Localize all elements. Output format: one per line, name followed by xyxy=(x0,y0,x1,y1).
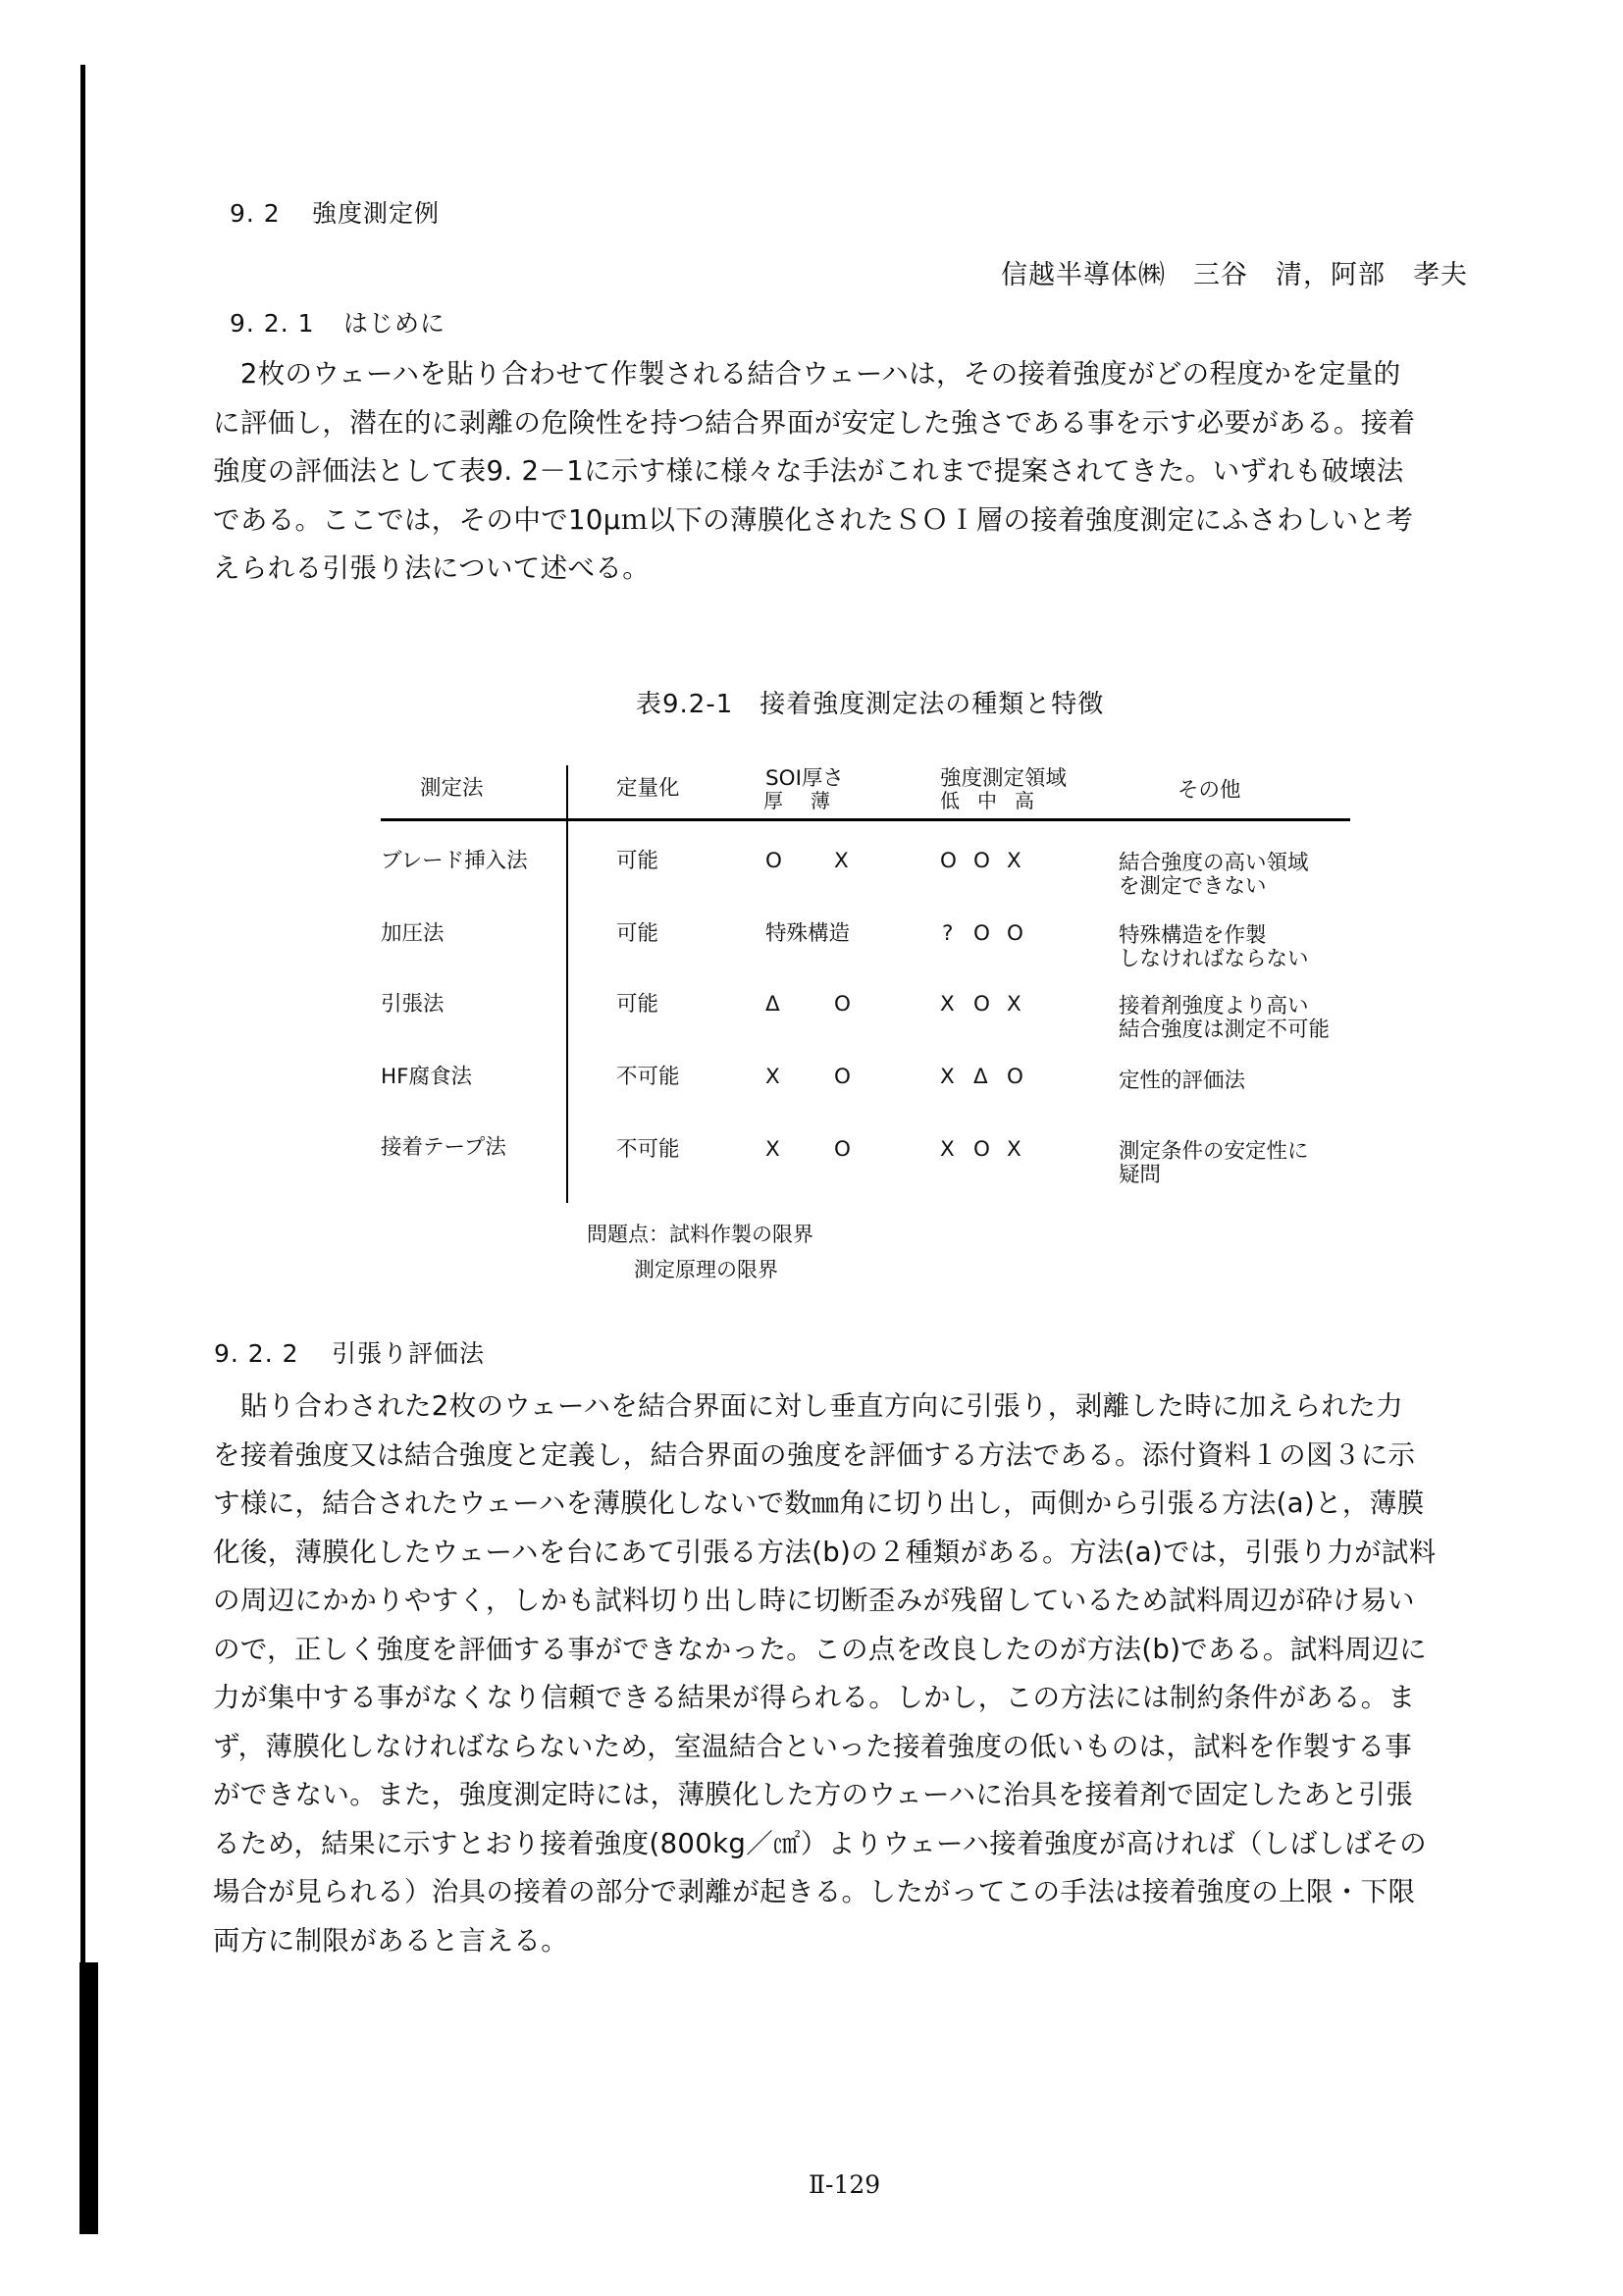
section-heading xyxy=(230,194,440,230)
row-range-low: X xyxy=(940,1137,955,1162)
header-soi-thick: 厚 xyxy=(763,789,783,812)
paragraph-line: を接着強度又は結合強度と定義し，結合界面の強度を評価する方法である。添付資料１の図３に示 xyxy=(213,1438,1416,1471)
row-soi-thick: O xyxy=(765,849,782,873)
intro-paragraph xyxy=(213,350,1518,594)
row-soi-thin: X xyxy=(834,849,849,873)
comparison-table xyxy=(381,765,1350,1219)
table-note-1: 問題点：試料作製の限界 xyxy=(587,1223,813,1246)
row-range-mid: Δ xyxy=(973,1065,988,1089)
page-number: Ⅱ-129 xyxy=(809,2170,881,2199)
paragraph-line: の周辺にかかりやすく，しかも試料切り出し時に切断歪みが残留しているため試料周辺が砕け易い xyxy=(213,1585,1415,1616)
header-method: 測定法 xyxy=(420,776,484,801)
row-range-high: X xyxy=(1007,1137,1021,1162)
subsection-number: 9. 2. 2 xyxy=(214,1339,299,1368)
row-soi-thin: O xyxy=(834,992,851,1017)
row-other-line2: 疑問 xyxy=(1119,1163,1162,1187)
author-line: 信越半導体㈱ 三谷 清，阿部 孝夫 xyxy=(1001,260,1468,290)
row-range-low: O xyxy=(940,849,957,873)
row-range-mid: O xyxy=(973,1137,990,1162)
header-quantification: 定量化 xyxy=(616,776,680,801)
subsection-title: 引張り評価法 xyxy=(332,1339,486,1368)
subsection-heading-intro xyxy=(230,304,445,339)
row-other-line1: 結合強度の高い領域 xyxy=(1119,851,1309,875)
row-quant: 可能 xyxy=(616,921,659,946)
row-range-mid: O xyxy=(973,921,990,946)
paragraph-line: えられる引張り法について述べる。 xyxy=(213,552,651,584)
paragraph-line: 強度の評価法として表9. 2－1に示す様に様々な手法がこれまで提案されてきた。いずれも破壊法 xyxy=(213,455,1404,487)
row-range-high: O xyxy=(1007,1065,1023,1089)
header-range-low: 低 xyxy=(940,789,960,812)
paragraph-line: である。ここでは，その中で10μｍ以下の薄膜化されたＳＯＩ層の接着強度測定にふさわしいと考 xyxy=(213,503,1414,536)
paragraph-line: ず，薄膜化しなければならないため，室温結合といった接着強度の低いものは，試料を作製する事 xyxy=(213,1730,1413,1762)
row-soi-thick: Δ xyxy=(765,992,780,1017)
row-other-line2: しなければならない xyxy=(1119,947,1309,971)
subsection-title: はじめに xyxy=(343,309,446,338)
header-other: その他 xyxy=(1178,778,1241,803)
row-range-mid: O xyxy=(973,992,990,1017)
row-other-line1: 定性的評価法 xyxy=(1119,1069,1246,1093)
row-other-line2: 結合強度は測定不可能 xyxy=(1119,1018,1331,1042)
paragraph-line: ので，正しく強度を評価する事ができなかった。この点を改良したのが方法(b)である。試料周辺に xyxy=(213,1633,1427,1665)
row-other-line1: 接着剤強度より高い xyxy=(1119,994,1309,1018)
row-other-line1: 測定条件の安定性に xyxy=(1119,1139,1309,1164)
row-soi-span: 特殊構造 xyxy=(765,921,851,946)
paragraph-line: す様に，結合されたウェーハを薄膜化しないで数㎜角に切り出し，両側から引張る方法(a)と，薄膜 xyxy=(213,1487,1425,1519)
paragraph-line: るため，結果に示すとおり接着強度(800kg／㎠）よりウェーハ接着強度が高ければ（しばしばその xyxy=(213,1827,1427,1859)
row-method: 加圧法 xyxy=(381,921,445,946)
paragraph-line: 化後，薄膜化したウェーハを台にあて引張る方法(b)の２種類がある。方法(a)では，引張り力が試料 xyxy=(213,1536,1437,1568)
tensile-paragraph xyxy=(213,1383,1518,1965)
row-range-mid: O xyxy=(973,849,990,873)
table-vertical-rule xyxy=(566,765,568,1203)
table-header-rule xyxy=(381,818,1350,821)
row-method: HF腐食法 xyxy=(381,1065,473,1089)
row-range-high: X xyxy=(1007,849,1021,873)
paragraph-line: 2枚のウェーハを貼り合わせて作製される結合ウェーハは，その接着強度がどの程度かを定量的 xyxy=(213,358,1401,390)
row-method: 接着テープ法 xyxy=(381,1135,506,1160)
header-range-mid: 中 xyxy=(977,789,997,812)
paragraph-line: 場合が見られる）治具の接着の部分で剥離が起きる。したがってこの手法は接着強度の上限・下限 xyxy=(213,1876,1416,1907)
row-quant: 不可能 xyxy=(616,1065,680,1089)
row-soi-thin: O xyxy=(834,1137,851,1162)
paragraph-line: 両方に制限があると言える。 xyxy=(213,1924,569,1957)
table-caption: 表9.2-1 接着強度測定法の種類と特徴 xyxy=(636,690,1105,719)
row-method: 引張法 xyxy=(381,992,445,1017)
section-title: 強度測定例 xyxy=(312,199,441,228)
row-range-low: X xyxy=(940,992,955,1017)
paragraph-line: に評価し，潜在的に剥離の危険性を持つ結合界面が安定した強さである事を示す必要がある。接着 xyxy=(213,406,1416,439)
table-note-2: 測定原理の限界 xyxy=(634,1258,778,1281)
paragraph-line: ができない。また，強度測定時には，薄膜化した方のウェーハに治具を接着剤で固定したあと引張 xyxy=(213,1779,1413,1810)
paragraph-line: 貼り合わされた2枚のウェーハを結合界面に対し垂直方向に引張り，剥離した時に加えられた力 xyxy=(213,1390,1403,1422)
subsection-heading-tensile xyxy=(214,1334,485,1370)
row-quant: 不可能 xyxy=(616,1137,680,1162)
row-soi-thick: X xyxy=(765,1065,780,1089)
paragraph-line: 力が集中する事がなくなり信頼できる結果が得られる。しかし，この方法には制約条件がある。ま xyxy=(213,1682,1416,1713)
header-soi-thickness: SOI厚さ xyxy=(765,766,844,791)
subsection-number: 9. 2. 1 xyxy=(230,309,315,338)
section-number: 9. 2 xyxy=(230,199,281,228)
row-range-high: X xyxy=(1007,992,1021,1017)
row-quant: 可能 xyxy=(616,849,659,873)
row-other-line2: を測定できない xyxy=(1119,874,1267,899)
row-range-low: X xyxy=(940,1065,955,1089)
row-range-low: ? xyxy=(942,921,954,946)
row-soi-thick: X xyxy=(765,1137,780,1162)
binding-edge-bar xyxy=(80,65,85,2234)
header-strength-range: 強度測定領域 xyxy=(940,766,1068,791)
header-soi-thin: 薄 xyxy=(811,789,830,812)
row-quant: 可能 xyxy=(616,992,659,1017)
row-soi-thin: O xyxy=(834,1065,851,1089)
row-range-high: O xyxy=(1007,921,1023,946)
row-method: ブレード挿入法 xyxy=(381,849,528,873)
header-range-high: 高 xyxy=(1015,789,1034,812)
row-other-line1: 特殊構造を作製 xyxy=(1119,923,1267,948)
binding-edge-shadow xyxy=(79,1962,98,2234)
